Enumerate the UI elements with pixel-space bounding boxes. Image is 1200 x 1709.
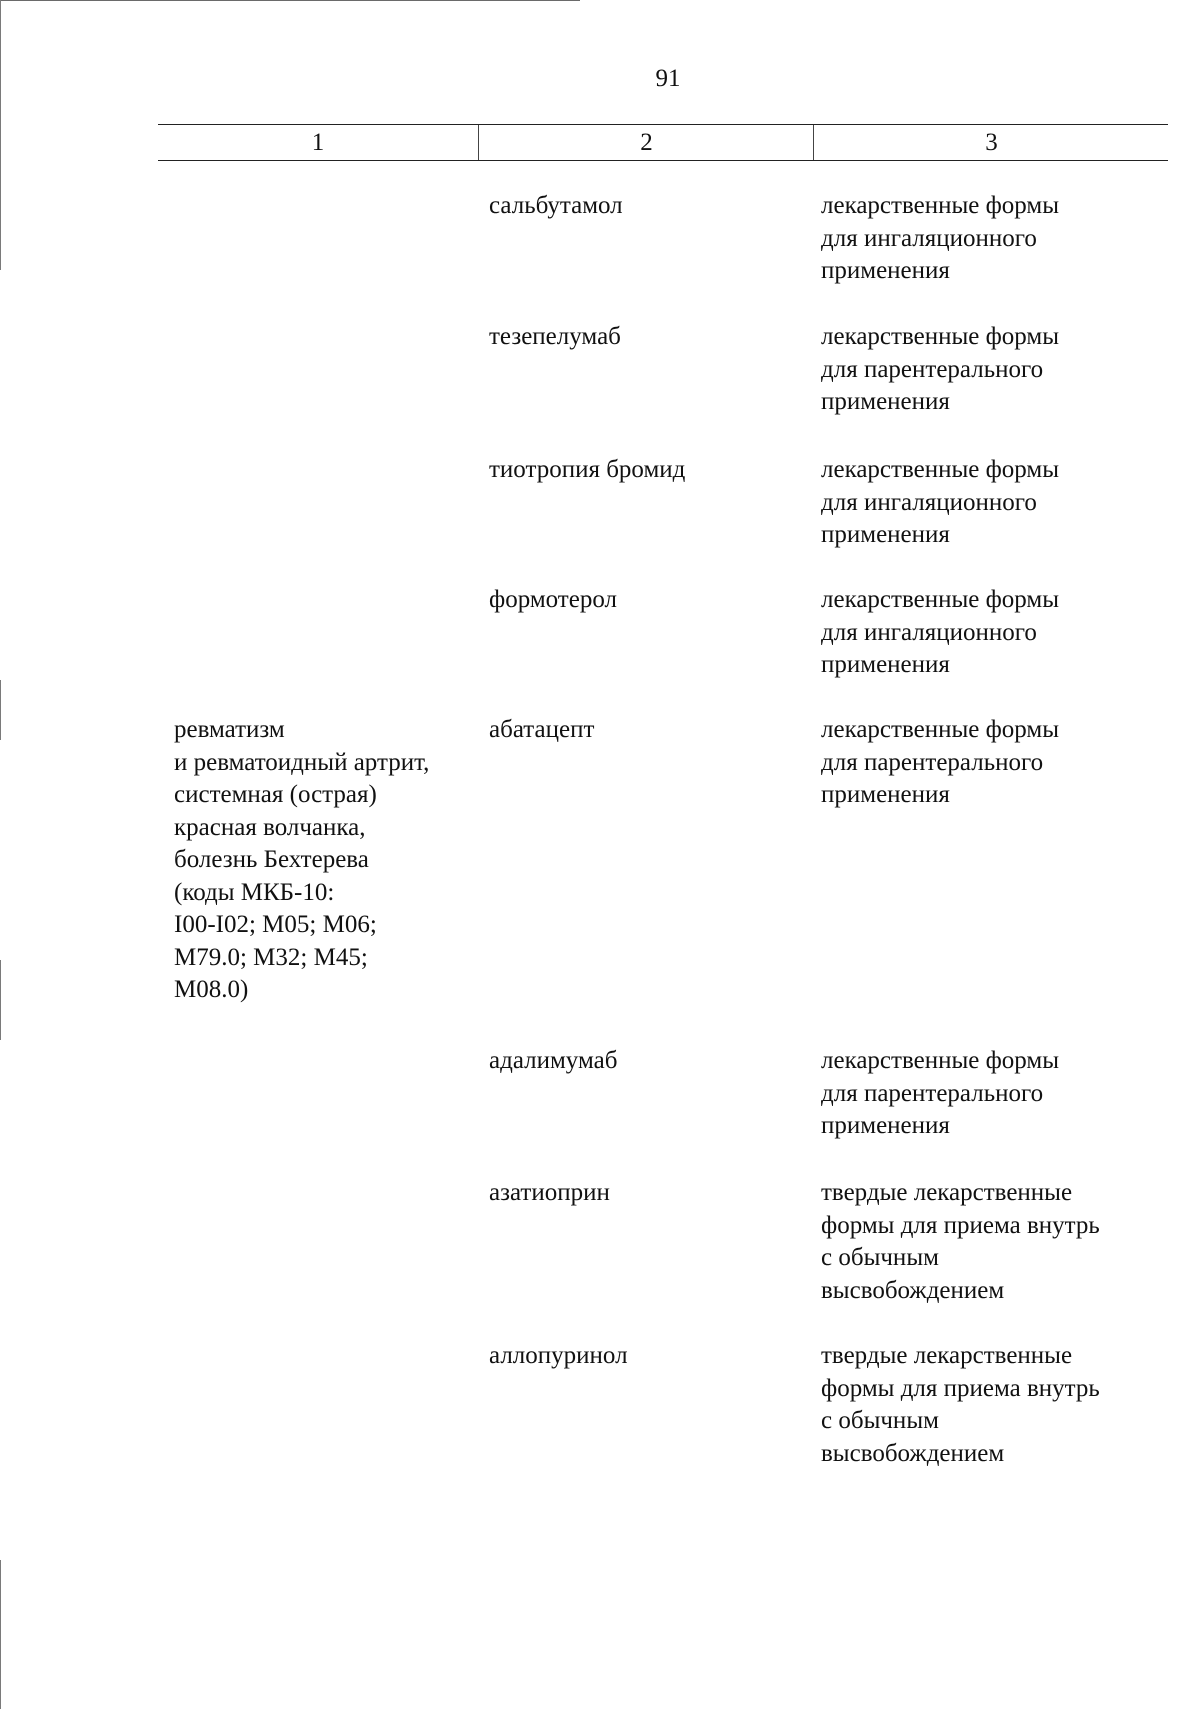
drug-name: абатацепт	[489, 716, 595, 743]
dosage-form: твердые лекарственные формы для приема внутрь с обычным высвобождением	[821, 1342, 1100, 1467]
drug-name: азатиоприн	[489, 1179, 610, 1206]
condition-cell: ревматизм и ревматоидный артрит, системная (острая) красная волчанка, болезнь Бехтерева (коды МКБ-10: I00-I02; M05; M06; M79.0; M32; M45; M08.0)	[174, 716, 430, 1003]
scan-edge-line	[0, 0, 580, 1]
column-number-2: 2	[478, 125, 814, 160]
dosage-form: твердые лекарственные формы для приема внутрь с обычным высвобождением	[821, 1179, 1100, 1304]
table-row	[158, 190, 1168, 321]
dosage-form: лекарственные формы для парентерального применения	[821, 716, 1060, 808]
column-number-3: 3	[813, 125, 1169, 160]
drug-name: сальбутамол	[489, 192, 623, 219]
drug-name: адалимумаб	[489, 1047, 618, 1074]
dosage-form: лекарственные формы для ингаляционного применения	[821, 456, 1060, 548]
scan-edge-line	[0, 1560, 1, 1709]
drug-name: формотерол	[489, 586, 617, 613]
table-row	[158, 584, 1168, 714]
table-row	[158, 454, 1168, 584]
dosage-form: лекарственные формы для парентерального применения	[821, 323, 1060, 415]
page-number: 91	[655, 65, 681, 92]
table-body	[158, 190, 1168, 1480]
column-number-1: 1	[311, 129, 325, 156]
table-row	[158, 321, 1168, 454]
table-row	[158, 714, 1168, 1045]
scan-edge-line	[0, 680, 1, 740]
dosage-form: лекарственные формы для ингаляционного применения	[821, 586, 1060, 678]
scan-edge-line	[0, 0, 1, 270]
dosage-form: лекарственные формы для ингаляционного применения	[821, 192, 1060, 284]
drug-name: тезепелумаб	[489, 323, 621, 350]
table-row	[158, 1340, 1168, 1480]
table-header	[158, 124, 1168, 161]
scan-edge-line	[0, 960, 1, 1040]
dosage-form: лекарственные формы для парентерального применения	[821, 1047, 1060, 1139]
table-row	[158, 1045, 1168, 1177]
drug-name: тиотропия бромид	[489, 456, 686, 483]
drug-name: аллопуринол	[489, 1342, 628, 1369]
table-row	[158, 1177, 1168, 1340]
